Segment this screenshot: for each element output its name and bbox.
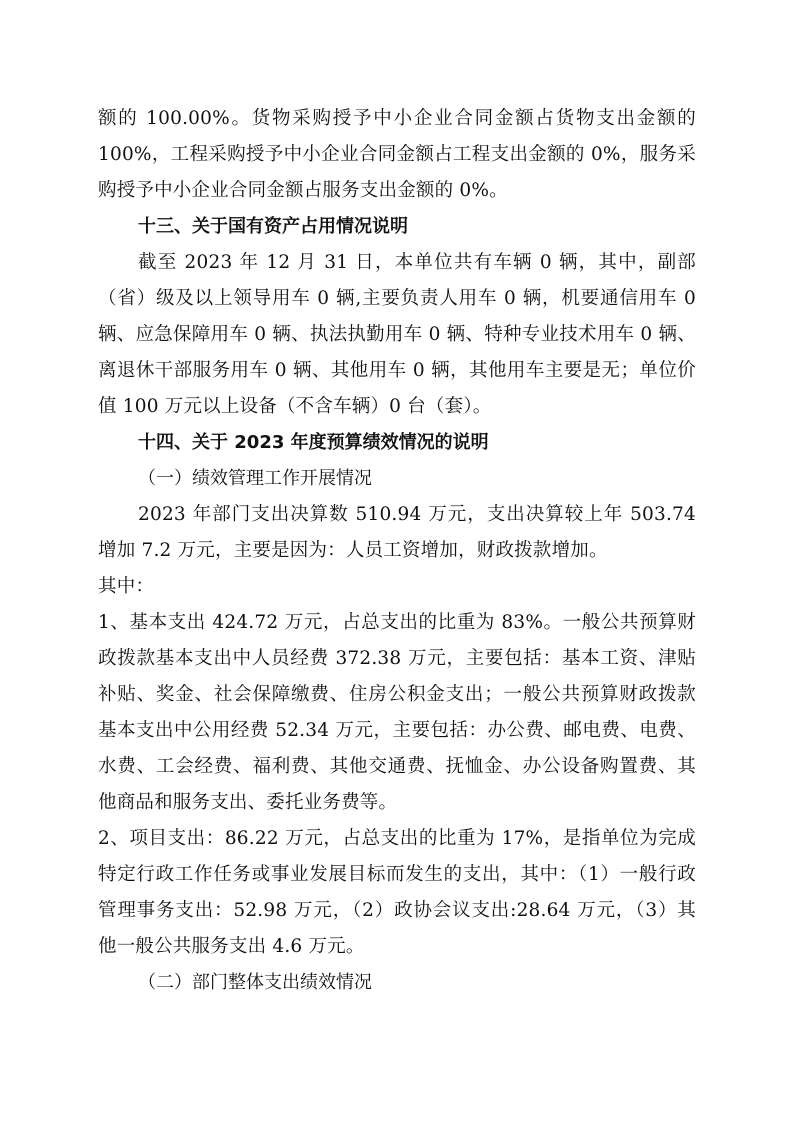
subsection-heading-1: （一）绩效管理工作开展情况 [138, 468, 372, 489]
paragraph-among: 其中： [98, 576, 155, 597]
section-heading-13: 十三、关于国有资产占用情况说明 [138, 216, 408, 237]
document-body [98, 101, 696, 1001]
paragraph-total-spending: 2023 年部门支出决算数 510.94 万元，支出决算较上年 503.74 增加 7.2 万元，主要是因为：人员工资增加，财政拨款增加。 [98, 504, 696, 561]
paragraph-basic-expenditure: 1、基本支出 424.72 万元，占总支出的比重为 83%。一般公共预算财政拨款基本支出中人员经费 372.38 万元，主要包括：基本工资、津贴补贴、奖金、社会保障缴费、住房公积金支出；一般公共预算财政拨款基本支出中公用经费 52.34 万元，主要包括：办公费、邮电费、电费、水费、工会经费、福利费、其他交通费、抚恤金、办公设备购置费、其他商品和服务支出、委托业务费等。 [98, 612, 696, 813]
paragraph-state-assets: 截至 2023 年 12 月 31 日，本单位共有车辆 0 辆，其中，副部（省）级及以上领导用车 0 辆,主要负责人用车 0 辆，机要通信用车 0 辆、应急保障用车 0 辆、执法执勤用车 0 辆、特种专业技术用车 0 辆、离退休干部服务用车 0 辆、其他用车 0 辆，其他用车主要是无；单位价值 100 万元以上设备（不含车辆）0 台（套）。 [98, 252, 696, 417]
paragraph-procurement-continuation: 额的 100.00%。货物采购授予中小企业合同金额占货物支出金额的 100%，工程采购授予中小企业合同金额占工程支出金额的 0%，服务采购授予中小企业合同金额占服务支出金额的 0%。 [98, 108, 696, 201]
subsection-heading-2: （二）部门整体支出绩效情况 [138, 972, 372, 993]
section-heading-14: 十四、关于 2023 年度预算绩效情况的说明 [138, 432, 489, 453]
paragraph-project-expenditure: 2、项目支出：86.22 万元，占总支出的比重为 17%，是指单位为完成特定行政工作任务或事业发展目标而发生的支出，其中：（1）一般行政管理事务支出：52.98 万元，（2）政协会议支出:28.64 万元，（3）其他一般公共服务支出 4.6 万元。 [98, 828, 696, 957]
